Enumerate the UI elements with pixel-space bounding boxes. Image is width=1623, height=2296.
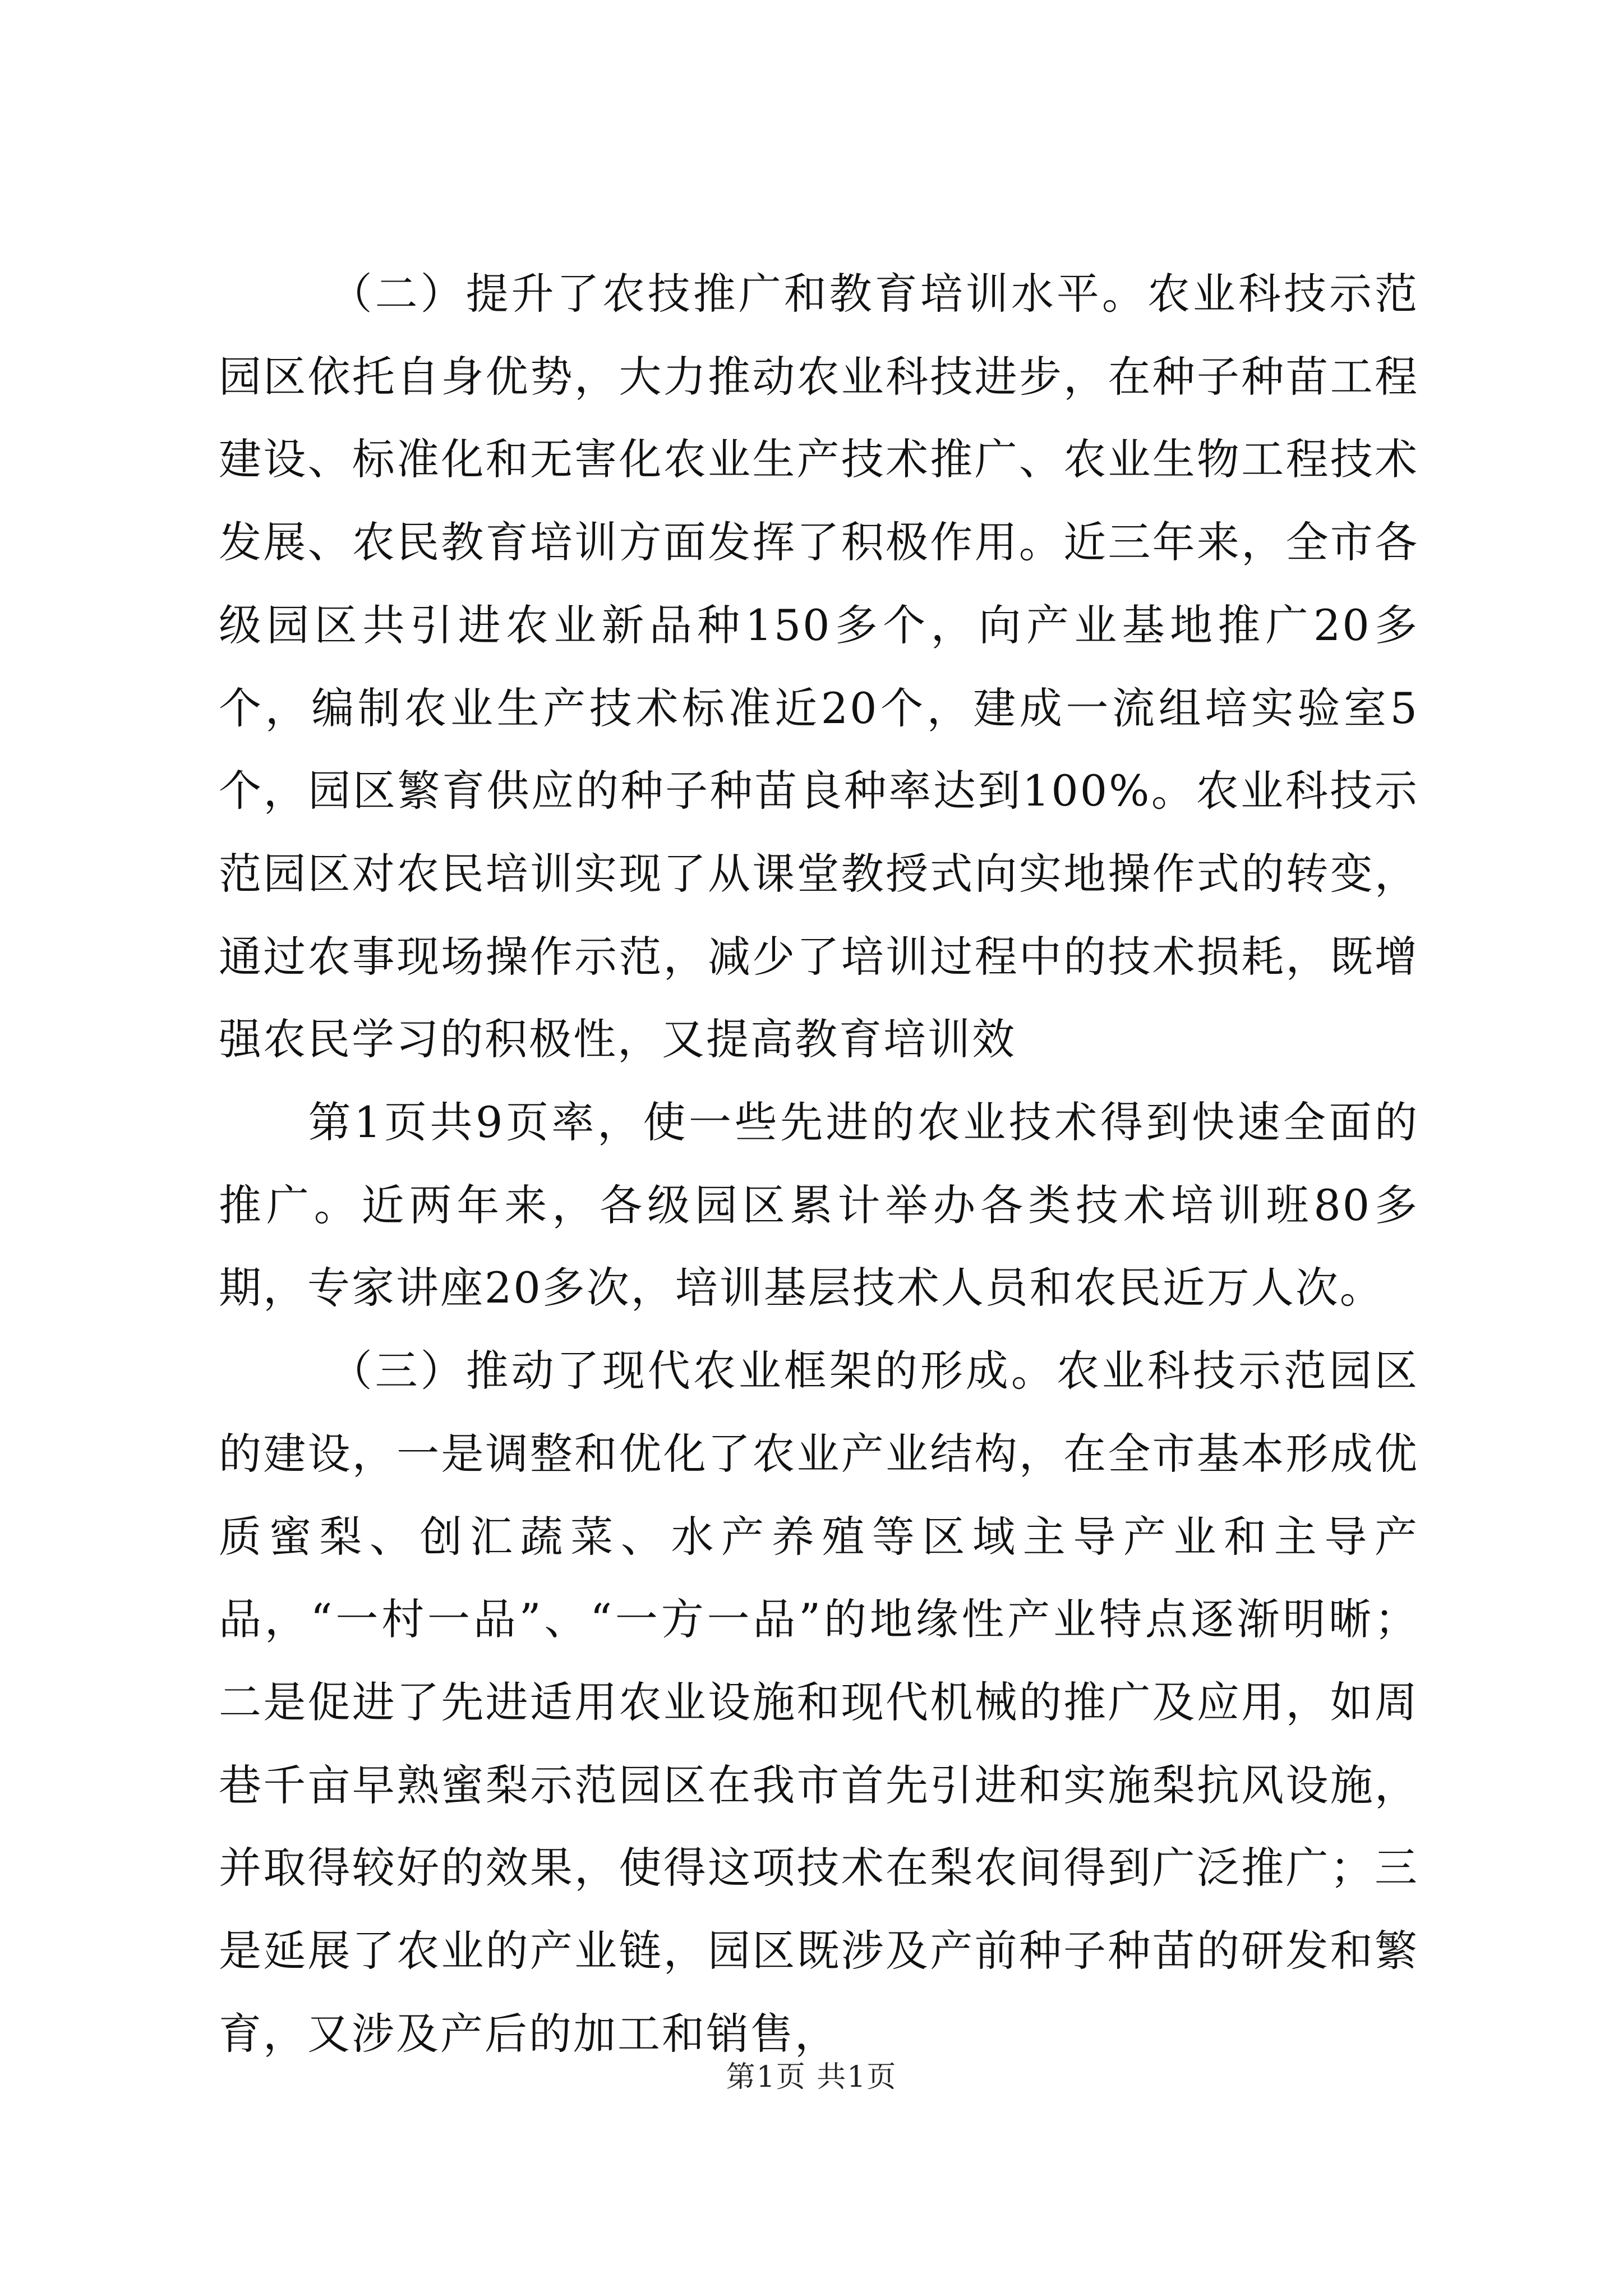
paragraph-page-break-continuation: 第1页共9页率，使一些先进的农业技术得到快速全面的推广。近两年来，各级园区累计举办各类技术培训班80多期，专家讲座20多次，培训基层技术人员和农民近万人次。 bbox=[219, 1097, 1419, 1313]
page-footer: 第1页 共1页 bbox=[726, 2060, 897, 2094]
paragraph-modern-agri-framework: （三）推动了现代农业框架的形成。农业科技示范园区的建设，一是调整和优化了农业产业结构，在全市基本形成优质蜜梨、创汇蔬菜、水产养殖等区域主导产业和主导产品，“一村一品”、“一方一品”的地缘性产业特点逐渐明晰；二是促进了先进适用农业设施和现代机械的推广及应用，如周巷千亩早熟蜜梨示范园区在我市首先引进和实施梨抗风设施，并取得较好的效果，使得这项技术在梨农间得到广泛推广；三是延展了农业的产业链，园区既涉及产前种子种苗的研发和繁育，又涉及产后的加工和销售， bbox=[219, 1346, 1419, 2059]
paragraph-agri-tech-training: （二）提升了农技推广和教育培训水平。农业科技示范园区依托自身优势，大力推动农业科技进步，在种子种苗工程建设、标准化和无害化农业生产技术推广、农业生物工程技术发展、农民教育培训方面发挥了积极作用。近三年来，全市各级园区共引进农业新品种150多个，向产业基地推广20多个，编制农业生产技术标准近20个，建成一流组培实验室5个，园区繁育供应的种子种苗良种率达到100%。农业科技示范园区对农民培训实现了从课堂教授式向实地操作式的转变，通过农事现场操作示范，减少了培训过程中的技术损耗，既增强农民学习的积极性，又提高教育培训效 bbox=[219, 269, 1419, 1065]
document-body bbox=[219, 252, 1419, 2075]
